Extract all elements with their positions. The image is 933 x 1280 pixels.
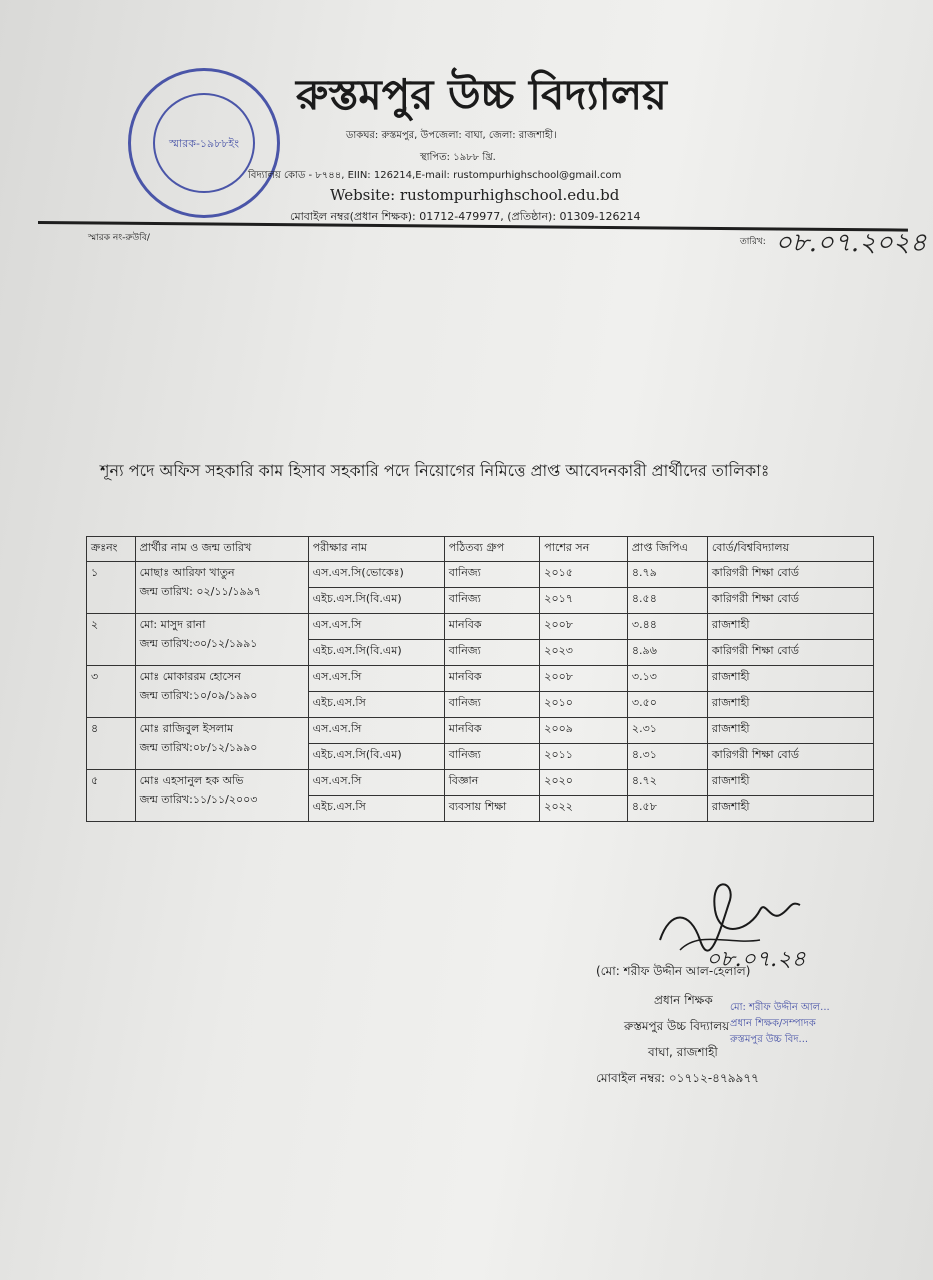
candidate-name: মোছাঃ আরিফা খাতুন (139, 566, 235, 579)
cell-year: ২০২৩ (540, 640, 628, 666)
col-header-year: পাশের সন (540, 537, 628, 562)
website-line: Website: rustompurhighschool.edu.bd (330, 186, 620, 204)
cell-group: বানিজ্য (444, 692, 540, 718)
memo-number: স্মারক নং-রুউবি/ (88, 233, 150, 243)
col-header-group: পঠিতব্য গ্রুপ (444, 537, 540, 562)
cell-group: বিজ্ঞান (444, 770, 540, 796)
cell-group: মানবিক (444, 666, 540, 692)
date-value: ০৮.০৭.২০২৪ (775, 228, 927, 258)
col-header-serial: ক্রঃনং (87, 537, 136, 562)
cell-group: বানিজ্য (444, 744, 540, 770)
cell-group: মানবিক (444, 614, 540, 640)
cell-year: ২০২০ (540, 770, 628, 796)
cell-gpa: ৩.৪৪ (627, 614, 707, 640)
cell-year: ২০০৮ (540, 666, 628, 692)
cell-gpa: ৪.৭২ (627, 770, 707, 796)
cell-board: রাজশাহী (707, 770, 873, 796)
cell-group: বানিজ্য (444, 588, 540, 614)
cell-board: রাজশাহী (707, 718, 873, 744)
cell-name (135, 770, 308, 822)
signature-date: ০৮.০৭.২৪ (706, 947, 806, 972)
candidate-dob: জন্ম তারিখ:৩০/১২/১৯৯১ (139, 637, 258, 650)
candidate-dob: জন্ম তারিখ:১১/১১/২০০৩ (139, 793, 258, 806)
cell-group: ব্যবসায় শিক্ষা (444, 796, 540, 822)
table-row (87, 666, 874, 692)
candidate-name: মোঃ এহসানুল হক অভি (139, 774, 244, 787)
table-row (87, 562, 874, 588)
headmaster-stamp (730, 1000, 830, 1048)
candidate-dob: জন্ম তারিখ:১০/০৯/১৯৯০ (139, 689, 258, 702)
cell-year: ২০১০ (540, 692, 628, 718)
candidate-name: মো: মাসুদ রানা (139, 618, 206, 631)
cell-group: বানিজ্য (444, 562, 540, 588)
signatory-location: বাঘা, রাজশাহী (648, 1045, 718, 1059)
cell-board: রাজশাহী (707, 614, 873, 640)
cell-exam: এইচ.এস.সি(বি.এম) (308, 744, 444, 770)
cell-exam: এইচ.এস.সি(বি.এম) (308, 640, 444, 666)
address-line: ডাকঘর: রুস্তমপুর, উপজেলা: বাঘা, জেলা: রাজশাহী। (346, 130, 557, 141)
cell-serial: ৫ (87, 770, 136, 822)
table-header-row (87, 537, 874, 562)
col-header-gpa: প্রাপ্ত জিপিএ (627, 537, 707, 562)
cell-board: কারিগরী শিক্ষা বোর্ড (707, 588, 873, 614)
signatory-school: রুস্তমপুর উচ্চ বিদ্যালয় (624, 1019, 730, 1033)
cell-gpa: ৩.১৩ (627, 666, 707, 692)
cell-serial: ৪ (87, 718, 136, 770)
cell-board: কারিগরী শিক্ষা বোর্ড (707, 562, 873, 588)
candidate-name: মোঃ মোকাররম হোসেন (139, 670, 241, 683)
stamp-line-1: মো: শরীফ উদ্দীন আল... (730, 1002, 830, 1013)
cell-gpa: ২.৩১ (627, 718, 707, 744)
cell-exam: এস.এস.সি (308, 718, 444, 744)
cell-board: রাজশাহী (707, 692, 873, 718)
cell-board: রাজশাহী (707, 666, 873, 692)
signatory-designation: প্রধান শিক্ষক (654, 993, 713, 1007)
cell-board: কারিগরী শিক্ষা বোর্ড (707, 640, 873, 666)
cell-exam: এইচ.এস.সি (308, 796, 444, 822)
cell-serial: ১ (87, 562, 136, 614)
col-header-board: বোর্ড/বিশ্ববিদ্যালয় (707, 537, 873, 562)
date-label: তারিখ: (740, 237, 766, 247)
cell-year: ২০১৫ (540, 562, 628, 588)
table-row (87, 770, 874, 796)
cell-gpa: ৪.৯৬ (627, 640, 707, 666)
col-header-name: প্রার্থীর নাম ও জন্ম তারিখ (135, 537, 308, 562)
cell-serial: ৩ (87, 666, 136, 718)
cell-exam: এইচ.এস.সি(বি.এম) (308, 588, 444, 614)
cell-year: ২০০৯ (540, 718, 628, 744)
cell-serial: ২ (87, 614, 136, 666)
candidate-dob: জন্ম তারিখ:০৮/১২/১৯৯০ (139, 741, 258, 754)
cell-gpa: ৪.৫৪ (627, 588, 707, 614)
candidate-table-wrap (86, 536, 874, 822)
cell-group: মানবিক (444, 718, 540, 744)
seal-text: স্মারক-১৯৮৮ইং (169, 137, 239, 150)
school-seal-stamp (128, 68, 280, 218)
cell-name (135, 666, 308, 718)
stamp-line-3: রুস্তমপুর উচ্চ বিদ... (730, 1034, 809, 1045)
cell-name (135, 562, 308, 614)
code-email-line: বিদ্যালয় কোড - ৮৭৪৪, EIIN: 126214,E-mail: rustompurhighschool@gmail.com (248, 170, 622, 181)
table-row (87, 614, 874, 640)
cell-gpa: ৪.৭৯ (627, 562, 707, 588)
cell-gpa: ৪.৫৮ (627, 796, 707, 822)
cell-name (135, 614, 308, 666)
cell-board: কারিগরী শিক্ষা বোর্ড (707, 744, 873, 770)
cell-year: ২০০৮ (540, 614, 628, 640)
cell-exam: এইচ.এস.সি (308, 692, 444, 718)
established-line: স্থাপিত: ১৯৮৮ খ্রি. (420, 152, 496, 163)
stamp-line-2: প্রধান শিক্ষক/সম্পাদক (730, 1018, 816, 1029)
table-row (87, 718, 874, 744)
signatory-mobile: মোবাইল নম্বর: ০১৭১২-৪৭৯৯৭৭ (596, 1071, 759, 1085)
cell-exam: এস.এস.সি(ভোকেঃ) (308, 562, 444, 588)
cell-group: বানিজ্য (444, 640, 540, 666)
col-header-exam: পরীক্ষার নাম (308, 537, 444, 562)
cell-year: ২০১১ (540, 744, 628, 770)
mobile-line: মোবাইল নম্বর(প্রধান শিক্ষক): 01712-479977, (প্রতিষ্ঠান): 01309-126214 (290, 210, 641, 223)
cell-exam: এস.এস.সি (308, 770, 444, 796)
cell-exam: এস.এস.সি (308, 614, 444, 640)
cell-name (135, 718, 308, 770)
cell-year: ২০২২ (540, 796, 628, 822)
subject-line: শূন্য পদে অফিস সহকারি কাম হিসাব সহকারি পদে নিয়োগের নিমিত্তে প্রাপ্ত আবেদনকারী প্রার্থীদের তালিকাঃ (100, 461, 770, 480)
school-name-heading: রুস্তমপুর উচ্চ বিদ্যালয় (296, 70, 667, 119)
candidate-dob: জন্ম তারিখ: ০২/১১/১৯৯৭ (139, 585, 261, 598)
cell-exam: এস.এস.সি (308, 666, 444, 692)
cell-gpa: ৪.৩১ (627, 744, 707, 770)
candidate-name: মোঃ রাজিবুল ইসলাম (139, 722, 234, 735)
cell-board: রাজশাহী (707, 796, 873, 822)
cell-year: ২০১৭ (540, 588, 628, 614)
candidate-table (86, 536, 874, 822)
cell-gpa: ৩.৫০ (627, 692, 707, 718)
signatory-name: (মো: শরীফ উদ্দীন আল-হেলাল) (596, 964, 751, 978)
